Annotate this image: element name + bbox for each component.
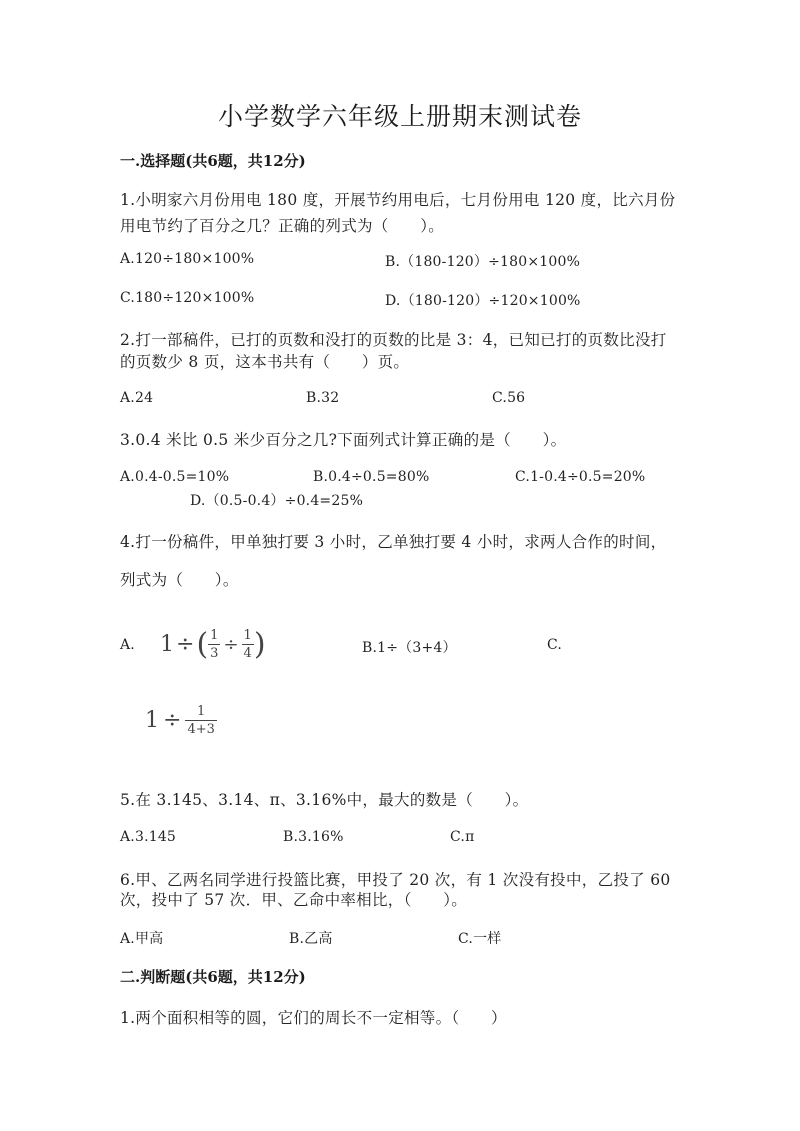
question-2-option-a: A.24 (120, 390, 154, 406)
formula-a-inner-divide: ÷ (223, 633, 239, 655)
fraction-c-denominator: 4+3 (187, 721, 215, 737)
fraction-2-numerator: 1 (243, 627, 252, 643)
question-4-line-2: 列式为（ ）。 (120, 571, 239, 589)
question-1-option-c: C.180÷120×100% (120, 290, 255, 306)
formula-a-divide: ÷ (176, 631, 195, 657)
formula-a-fraction-2 (242, 629, 254, 660)
question-5-option-c: C.π (450, 829, 475, 845)
question-1-option-b: B.（180-120）÷180×100% (385, 254, 581, 270)
question-6-option-b: B.乙高 (289, 931, 333, 947)
question-4-option-b: B.1÷（3+4） (362, 640, 457, 656)
question-3-option-c: C.1-0.4÷0.5=20% (515, 469, 646, 485)
formula-c-one: 1 (145, 707, 159, 733)
question-4-option-a-label: A. (120, 637, 135, 653)
question-2-option-b: B.32 (306, 390, 340, 406)
question-5-line-1: 5.在 3.145、3.14、π、3.16%中，最大的数是（ ）。 (120, 791, 529, 809)
question-3-option-a: A.0.4-0.5=10% (120, 469, 230, 485)
question-4-line-1: 4.打一份稿件，甲单独打要 3 小时，乙单独打要 4 小时，求两人合作的时间， (120, 533, 667, 551)
formula-c-fraction (185, 705, 216, 736)
question-2-line-1: 2.打一部稿件，已打的页数和没打的页数的比是 3：4，已知已打的页数比没打 (120, 331, 667, 349)
question-1-option-a: A.120÷180×100% (120, 251, 255, 267)
question-1-line-2: 用电节约了百分之几？正确的列式为（ ）。 (120, 217, 445, 235)
fraction-1-denominator: 3 (210, 645, 219, 661)
question-5-option-b: B.3.16% (283, 829, 344, 845)
question-2-line-2: 的页数少 8 页，这本书共有（ ）页。 (120, 353, 410, 371)
judgement-1-line-1: 1.两个面积相等的圆，它们的周长不一定相等。（ ） (120, 1009, 507, 1027)
question-1-option-d: D.（180-120）÷120×100% (385, 293, 581, 309)
question-6-option-a: A.甲高 (120, 931, 164, 947)
fraction-2-denominator: 4 (243, 645, 252, 661)
formula-a-fraction-1 (208, 629, 220, 660)
formula-a-left-paren: ( (196, 626, 209, 662)
question-6-line-1: 6.甲、乙两名同学进行投篮比赛，甲投了 20 次，有 1 次没有投中，乙投了 60 (120, 871, 671, 889)
section-heading-judgement: 二.判断题(共6题，共12分) (120, 968, 306, 986)
question-4-option-c-formula (145, 700, 217, 740)
question-6-option-c: C.一样 (458, 931, 502, 947)
question-3-option-b: B.0.4÷0.5=80% (313, 469, 430, 485)
question-3-line-1: 3.0.4 米比 0.5 米少百分之几?下面列式计算正确的是（ ）。 (120, 431, 567, 449)
question-3-option-d: D.（0.5-0.4）÷0.4=25% (190, 493, 364, 509)
question-1-line-1: 1.小明家六月份用电 180 度，开展节约用电后，七月份用电 120 度，比六月份 (120, 191, 676, 209)
formula-a-right-paren: ) (253, 626, 266, 662)
page-title: 小学数学六年级上册期末测试卷 (217, 102, 582, 131)
question-4-option-a-formula (160, 622, 266, 666)
section-heading-choice: 一.选择题(共6题，共12分) (120, 152, 306, 170)
fraction-c-numerator: 1 (197, 703, 206, 719)
question-5-option-a: A.3.145 (120, 829, 177, 845)
question-6-line-2: 次，投中了 57 次．甲、乙命中率相比，（ ）。 (120, 891, 468, 909)
formula-a-one: 1 (160, 631, 174, 657)
formula-c-divide: ÷ (163, 707, 182, 733)
question-2-option-c: C.56 (492, 390, 526, 406)
question-4-option-c-label: C. (547, 637, 563, 653)
fraction-1-numerator: 1 (210, 627, 219, 643)
